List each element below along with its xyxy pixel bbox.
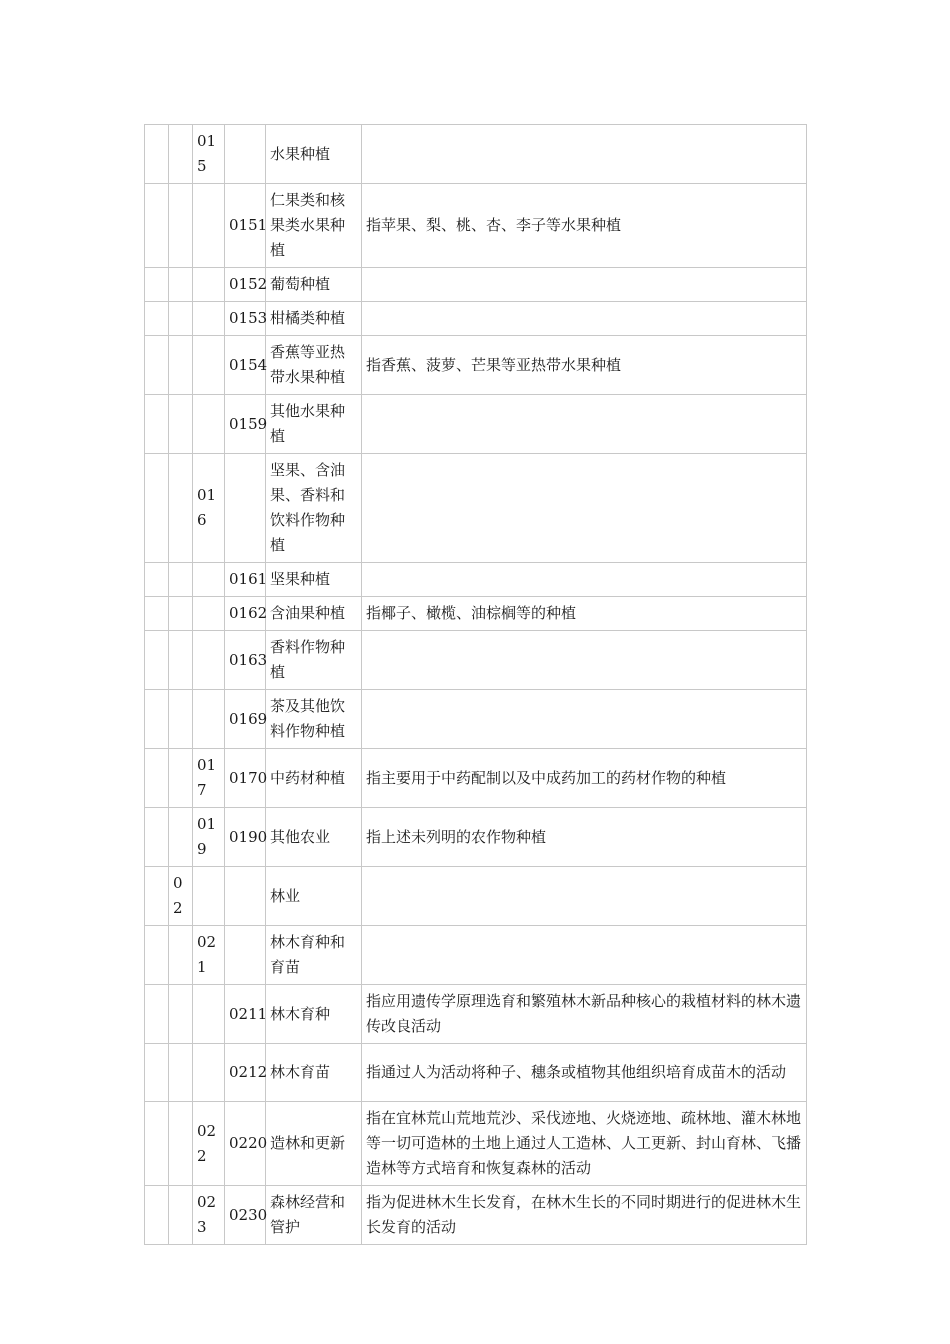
category-name: 仁果类和核果类水果种植 [266,184,362,268]
major-code [169,985,193,1044]
table-row [145,395,807,454]
section-cell [145,631,169,690]
category-description [362,563,807,597]
mid-code: 021 [193,926,225,985]
major-code [169,631,193,690]
category-name: 坚果、含油果、香料和饮料作物种植 [266,454,362,563]
table-row [145,184,807,268]
table-row [145,749,807,808]
category-name: 森林经营和管护 [266,1186,362,1245]
mid-code [193,690,225,749]
small-code: 0170 [225,749,266,808]
major-code [169,926,193,985]
major-code [169,1044,193,1102]
major-code [169,597,193,631]
section-cell [145,867,169,926]
category-description: 指通过人为活动将种子、穗条或植物其他组织培育成苗木的活动 [362,1044,807,1102]
table-row [145,125,807,184]
table-row [145,690,807,749]
section-cell [145,184,169,268]
category-description [362,631,807,690]
major-code [169,395,193,454]
category-description [362,454,807,563]
section-cell [145,597,169,631]
section-cell [145,808,169,867]
category-description [362,125,807,184]
small-code: 0163 [225,631,266,690]
major-code [169,749,193,808]
section-cell [145,563,169,597]
industry-classification-table [144,124,807,1245]
small-code: 0162 [225,597,266,631]
mid-code: 022 [193,1102,225,1186]
category-name: 坚果种植 [266,563,362,597]
section-cell [145,125,169,184]
mid-code [193,563,225,597]
table-row [145,926,807,985]
small-code [225,867,266,926]
small-code [225,926,266,985]
category-name: 林木育种和育苗 [266,926,362,985]
small-code: 0190 [225,808,266,867]
section-cell [145,1044,169,1102]
section-cell [145,926,169,985]
category-description: 指主要用于中药配制以及中成药加工的药材作物的种植 [362,749,807,808]
category-description: 指椰子、橄榄、油棕榈等的种植 [362,597,807,631]
mid-code [193,184,225,268]
table-row [145,302,807,336]
table-row [145,867,807,926]
section-cell [145,336,169,395]
mid-code [193,985,225,1044]
section-cell [145,302,169,336]
category-name: 其他农业 [266,808,362,867]
table-row [145,631,807,690]
category-name: 茶及其他饮料作物种植 [266,690,362,749]
category-description [362,268,807,302]
category-name: 林木育种 [266,985,362,1044]
major-code [169,454,193,563]
mid-code [193,268,225,302]
section-cell [145,1186,169,1245]
mid-code [193,631,225,690]
small-code: 0230 [225,1186,266,1245]
category-description [362,926,807,985]
small-code: 0211 [225,985,266,1044]
mid-code: 017 [193,749,225,808]
major-code [169,268,193,302]
section-cell [145,749,169,808]
category-name: 柑橘类种植 [266,302,362,336]
small-code: 0153 [225,302,266,336]
category-description: 指应用遗传学原理选育和繁殖林木新品种核心的栽植材料的林木遗传改良活动 [362,985,807,1044]
major-code [169,302,193,336]
category-description [362,867,807,926]
category-name: 葡萄种植 [266,268,362,302]
small-code: 0154 [225,336,266,395]
table-body [145,125,807,1245]
major-code: 02 [169,867,193,926]
section-cell [145,690,169,749]
major-code [169,336,193,395]
small-code: 0161 [225,563,266,597]
section-cell [145,268,169,302]
category-description: 指香蕉、菠萝、芒果等亚热带水果种植 [362,336,807,395]
small-code [225,454,266,563]
category-name: 香料作物种植 [266,631,362,690]
mid-code [193,336,225,395]
major-code [169,563,193,597]
small-code: 0220 [225,1102,266,1186]
category-description [362,395,807,454]
table-row [145,336,807,395]
major-code [169,690,193,749]
major-code [169,1186,193,1245]
small-code: 0169 [225,690,266,749]
small-code [225,125,266,184]
table-row [145,454,807,563]
mid-code [193,395,225,454]
category-name: 林木育苗 [266,1044,362,1102]
section-cell [145,985,169,1044]
small-code: 0152 [225,268,266,302]
table-row [145,1102,807,1186]
mid-code: 023 [193,1186,225,1245]
category-description: 指苹果、梨、桃、杏、李子等水果种植 [362,184,807,268]
table-row [145,1044,807,1102]
category-description: 指上述未列明的农作物种植 [362,808,807,867]
category-name: 香蕉等亚热带水果种植 [266,336,362,395]
category-name: 林业 [266,867,362,926]
major-code [169,808,193,867]
mid-code [193,867,225,926]
category-description [362,302,807,336]
table-row [145,808,807,867]
small-code: 0212 [225,1044,266,1102]
small-code: 0151 [225,184,266,268]
table-row [145,597,807,631]
table-row [145,1186,807,1245]
section-cell [145,395,169,454]
category-name: 造林和更新 [266,1102,362,1186]
category-description: 指为促进林木生长发育，在林木生长的不同时期进行的促进林木生长发育的活动 [362,1186,807,1245]
table-row [145,268,807,302]
category-description [362,690,807,749]
section-cell [145,454,169,563]
category-name: 水果种植 [266,125,362,184]
category-name: 含油果种植 [266,597,362,631]
mid-code: 016 [193,454,225,563]
mid-code: 015 [193,125,225,184]
major-code [169,125,193,184]
major-code [169,1102,193,1186]
major-code [169,184,193,268]
section-cell [145,1102,169,1186]
small-code: 0159 [225,395,266,454]
category-description: 指在宜林荒山荒地荒沙、采伐迹地、火烧迹地、疏林地、灌木林地等一切可造林的土地上通过人工造林、人工更新、封山育林、飞播造林等方式培育和恢复森林的活动 [362,1102,807,1186]
category-name: 其他水果种植 [266,395,362,454]
mid-code [193,597,225,631]
category-name: 中药材种植 [266,749,362,808]
table-row [145,985,807,1044]
mid-code [193,302,225,336]
mid-code [193,1044,225,1102]
table-row [145,563,807,597]
mid-code: 019 [193,808,225,867]
